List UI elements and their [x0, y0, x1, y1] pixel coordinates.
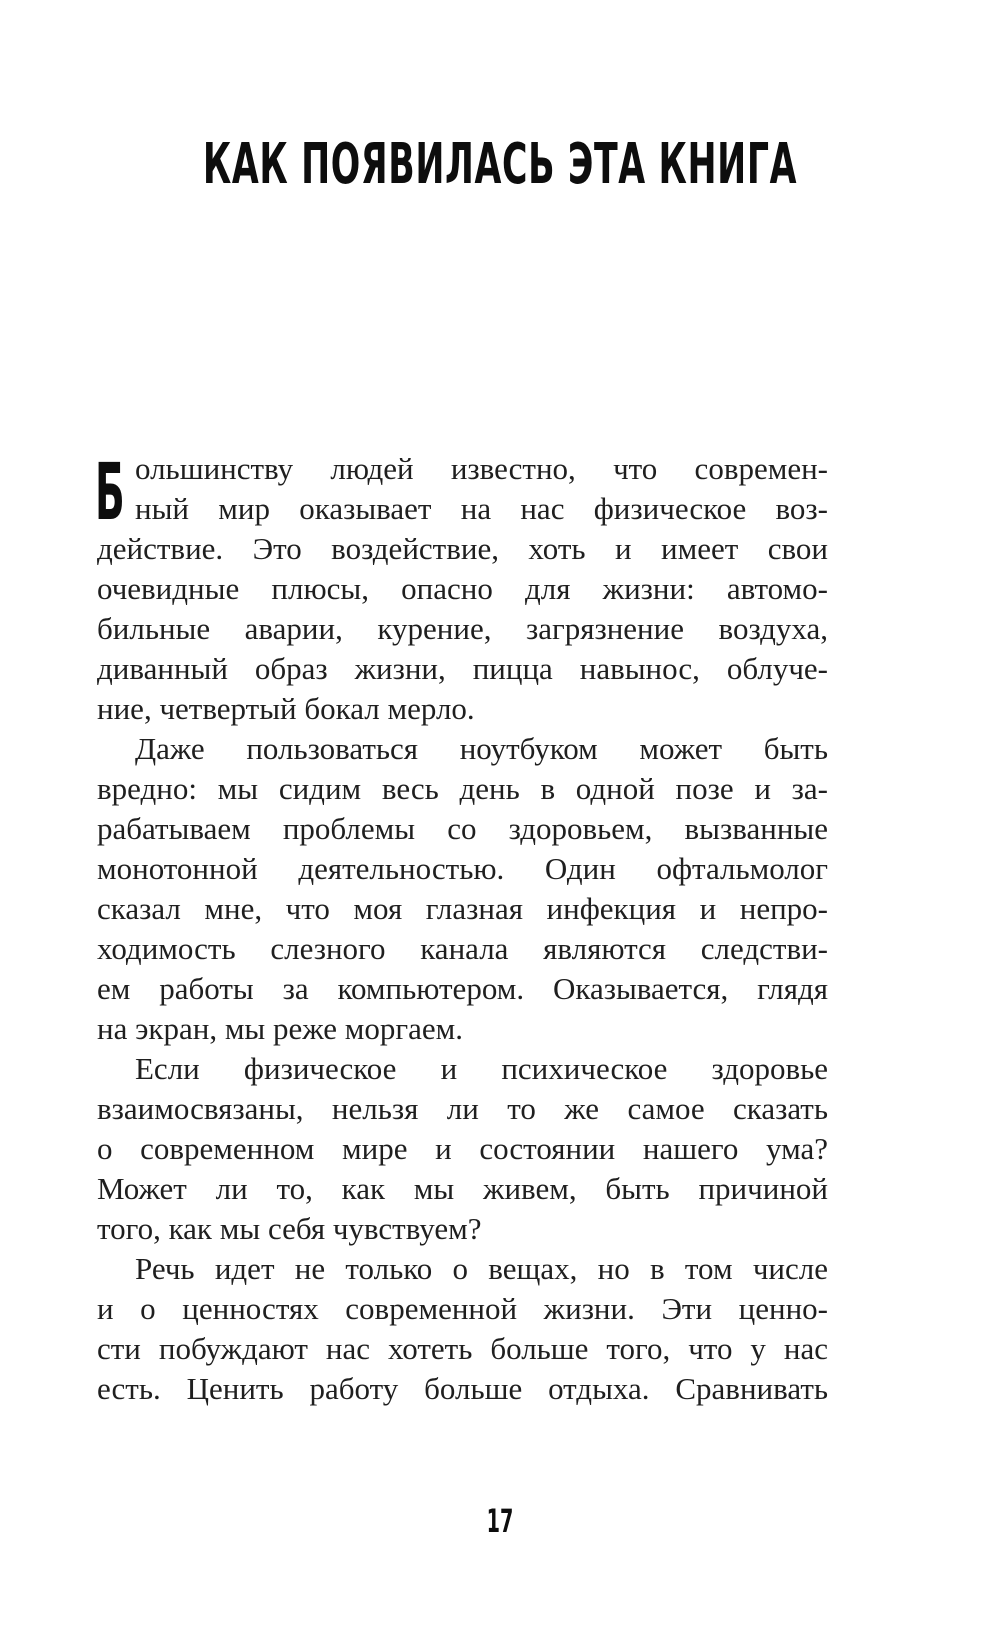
text-line: действие. Это воздействие, хоть и имеет свои	[97, 531, 828, 566]
page-number: 17	[486, 1502, 514, 1540]
text-line-content: ольшинству людей известно, что современ-	[135, 451, 828, 486]
text-line: сти побуждают нас хотеть больше того, что у нас	[97, 1331, 828, 1366]
text-line: ходимость слезного канала являются следстви-	[97, 931, 828, 966]
text-line: бильные аварии, курение, загрязнение воздуха,	[97, 611, 828, 646]
text-line: Речь идет не только о вещах, но в том числе	[135, 1251, 828, 1286]
body-text	[97, 449, 828, 1409]
text-line: на экран, мы реже моргаем.	[97, 1011, 464, 1046]
text-line: есть. Ценить работу больше отдыха. Сравнивать	[97, 1371, 828, 1406]
text-line: очевидные плюсы, опасно для жизни: автомо-	[97, 571, 828, 606]
drop-cap: Б	[95, 448, 125, 538]
text-line: ем работы за компьютером. Оказывается, глядя	[97, 971, 828, 1006]
text-line: и о ценностях современной жизни. Эти ценно-	[97, 1291, 828, 1326]
text-line: Если физическое и психическое здоровье	[135, 1051, 828, 1086]
text-line: рабатываем проблемы со здоровьем, вызванные	[97, 811, 828, 846]
text-line: Даже пользоваться ноутбуком может быть	[135, 731, 828, 766]
text-line: о современном мире и состоянии нашего ума?	[97, 1131, 828, 1166]
chapter-title: КАК ПОЯВИЛАСЬ ЭТА КНИГА	[202, 132, 798, 197]
text-line: Может ли то, как мы живем, быть причиной	[97, 1171, 828, 1206]
text-line: диванный образ жизни, пицца навынос, облуче-	[97, 651, 828, 686]
text-line: сказал мне, что моя глазная инфекция и непро-	[97, 891, 828, 926]
text-line: вредно: мы сидим весь день в одной позе и за-	[97, 771, 828, 806]
text-line: взаимосвязаны, нельзя ли то же самое сказать	[97, 1091, 828, 1126]
text-line: того, как мы себя чувствуем?	[97, 1211, 482, 1246]
text-line: ние, четвертый бокал мерло.	[97, 691, 475, 726]
text-line: монотонной деятельностью. Один офтальмолог	[97, 851, 828, 886]
text-line: ный мир оказывает на нас физическое воз-	[135, 491, 828, 526]
